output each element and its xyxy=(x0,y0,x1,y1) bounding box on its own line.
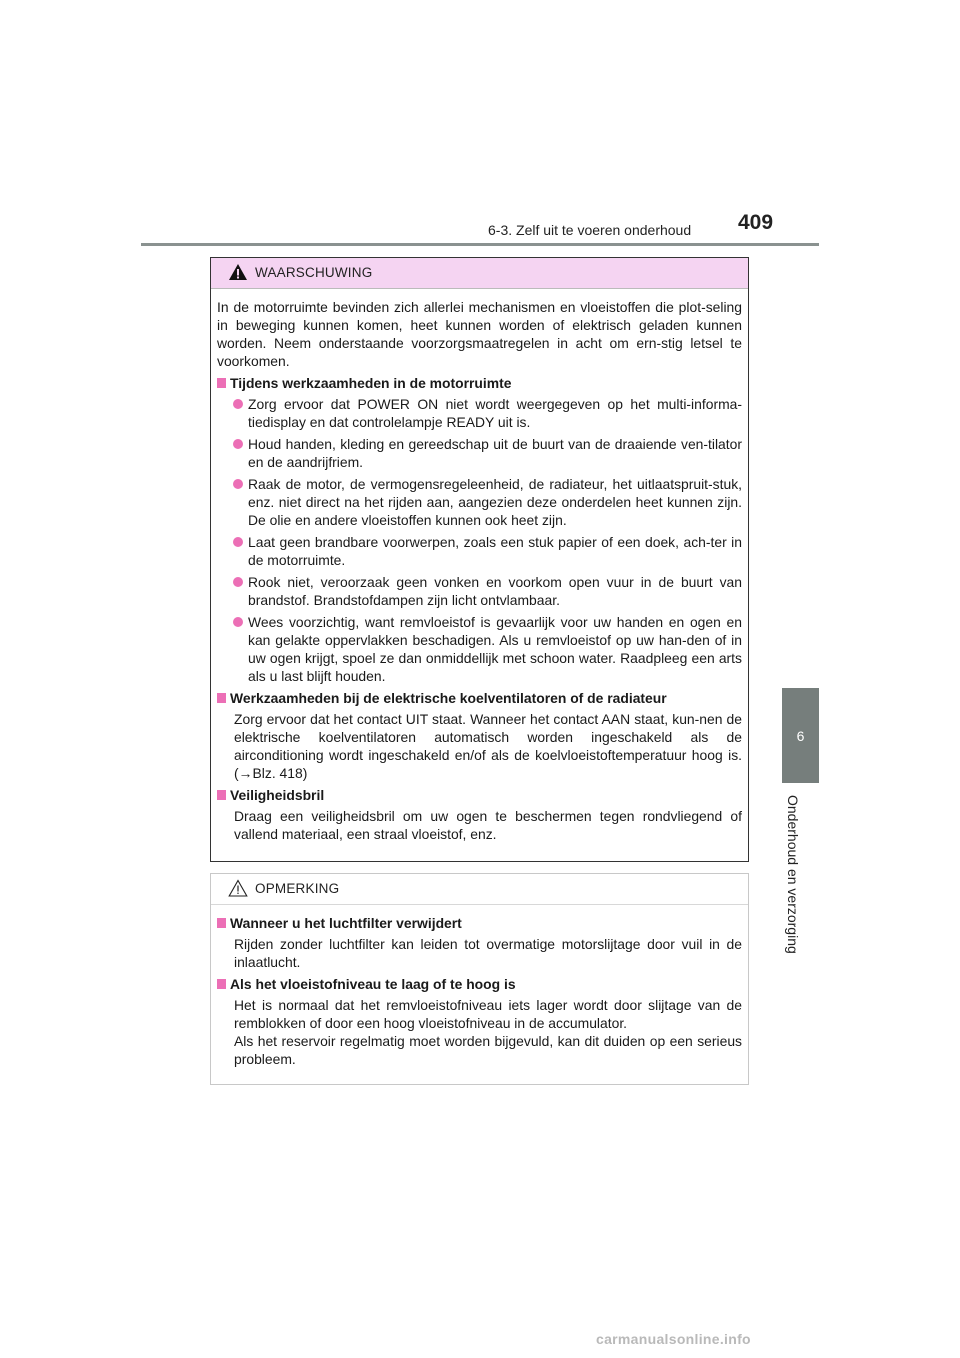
section-square-icon xyxy=(217,918,226,928)
header-rule xyxy=(141,243,819,246)
warning-section-engine-bay xyxy=(217,374,742,685)
header-section-title: 6-3. Zelf uit te voeren onderhoud xyxy=(488,222,692,238)
warning-content xyxy=(211,289,748,843)
list-item: Zorg ervoor dat POWER ON niet wordt weergegeven op het multi-informa-tiedisplay en dat controlelampje READY uit is. xyxy=(217,395,742,431)
section-square-icon xyxy=(217,693,226,703)
warning-section-safety-glasses xyxy=(217,786,742,843)
list-item: Laat geen brandbare voorwerpen, zoals een stuk papier of een doek, ach-ter in de motorruimte. xyxy=(217,533,742,569)
chapter-tab[interactable] xyxy=(782,688,819,783)
page-number: 409 xyxy=(738,211,774,234)
note-section-air-filter xyxy=(217,914,742,971)
list-item: Wees voorzichtig, want remvloeistof is gevaarlijk voor uw handen en ogen en kan gelakte oppervlakken beschadigen. Als u remvloeistof op uw han-den of in uw ogen krijgt, spoel ze dan onmiddellijk met schoon water. Raadpleeg een arts als u last blijft houden. xyxy=(217,613,742,685)
warning-triangle-icon xyxy=(228,263,248,281)
section-title: Werkzaamheden bij de elektrische koelventilatoren of de radiateur xyxy=(230,690,667,706)
section-square-icon xyxy=(217,979,226,989)
note-box xyxy=(210,873,749,1085)
chapter-label: Onderhoud en verzorging xyxy=(785,795,801,954)
bullet-dot-icon xyxy=(233,617,243,627)
caution-triangle-outline-icon xyxy=(228,879,248,897)
section-title: Wanneer u het luchtfilter verwijdert xyxy=(230,915,462,931)
list-item: Raak de motor, de vermogensregeleenheid, de radiateur, het uitlaatspruit-stuk, enz. niet direct na het rijden aan, aangezien deze onderdelen heet kunnen zijn. De olie en andere vloeistoffen kunnen ook heet zijn. xyxy=(217,475,742,529)
bullet-dot-icon xyxy=(233,439,243,449)
list-item: Houd handen, kleding en gereedschap uit de buurt van de draaiende ven-tilator en de aandrijfriem. xyxy=(217,435,742,471)
list-item: Rook niet, veroorzaak geen vonken en voorkom open vuur in de buurt van brandstof. Brandstofdampen zijn licht ontvlambaar. xyxy=(217,573,742,609)
bullet-dot-icon xyxy=(233,577,243,587)
warning-box xyxy=(210,257,749,862)
bullet-dot-icon xyxy=(233,479,243,489)
note-content xyxy=(211,905,748,1068)
section-text: Het is normaal dat het remvloeistofniveau iets lager wordt door slijtage van de remblokken of door een hoog vloeistofniveau in de accumulator. xyxy=(234,997,742,1031)
chapter-number: 6 xyxy=(796,727,805,744)
warning-header xyxy=(211,258,748,289)
bullet-dot-icon xyxy=(233,537,243,547)
section-title: Tijdens werkzaamheden in de motorruimte xyxy=(230,375,512,391)
section-title: Als het vloeistofniveau te laag of te hoog is xyxy=(230,976,516,992)
warning-intro: In de motorruimte bevinden zich allerlei mechanismen en vloeistoffen die plot-seling in beweging kunnen komen, heet kunnen worden of elektrisch geladen kunnen worden. Neem onderstaande voorzorgsmaatregelen in acht om ern-stig letsel te voorkomen. xyxy=(217,299,742,369)
section-text: Zorg ervoor dat het contact UIT staat. Wanneer het contact AAN staat, kun-nen de elektrische koelventilatoren automatisch worden ingeschakeld als de airconditioning wordt ingeschakeld en/of als de koelvloeistoftemperatuur hoog is. (→Blz. 418) xyxy=(234,711,742,781)
section-square-icon xyxy=(217,378,226,388)
section-text: Draag een veiligheidsbril om uw ogen te beschermen tegen rondvliegend of vallend materiaal, een straal vloeistof, enz. xyxy=(234,808,742,842)
section-title: Veiligheidsbril xyxy=(230,787,325,803)
section-text: Rijden zonder luchtfilter kan leiden tot overmatige motorslijtage door vuil in de inlaatlucht. xyxy=(234,936,742,970)
section-square-icon xyxy=(217,790,226,800)
bullet-dot-icon xyxy=(233,399,243,409)
warning-title: WAARSCHUWING xyxy=(255,265,373,280)
note-header xyxy=(211,874,748,905)
section-text: Als het reservoir regelmatig moet worden bijgevuld, kan dit duiden op een serieus probleem. xyxy=(234,1033,742,1067)
note-section-fluid-level xyxy=(217,975,742,1068)
note-title: OPMERKING xyxy=(255,881,340,896)
watermark: carmanualsonline.info xyxy=(596,1331,751,1347)
warning-section-cooling-fans xyxy=(217,689,742,782)
